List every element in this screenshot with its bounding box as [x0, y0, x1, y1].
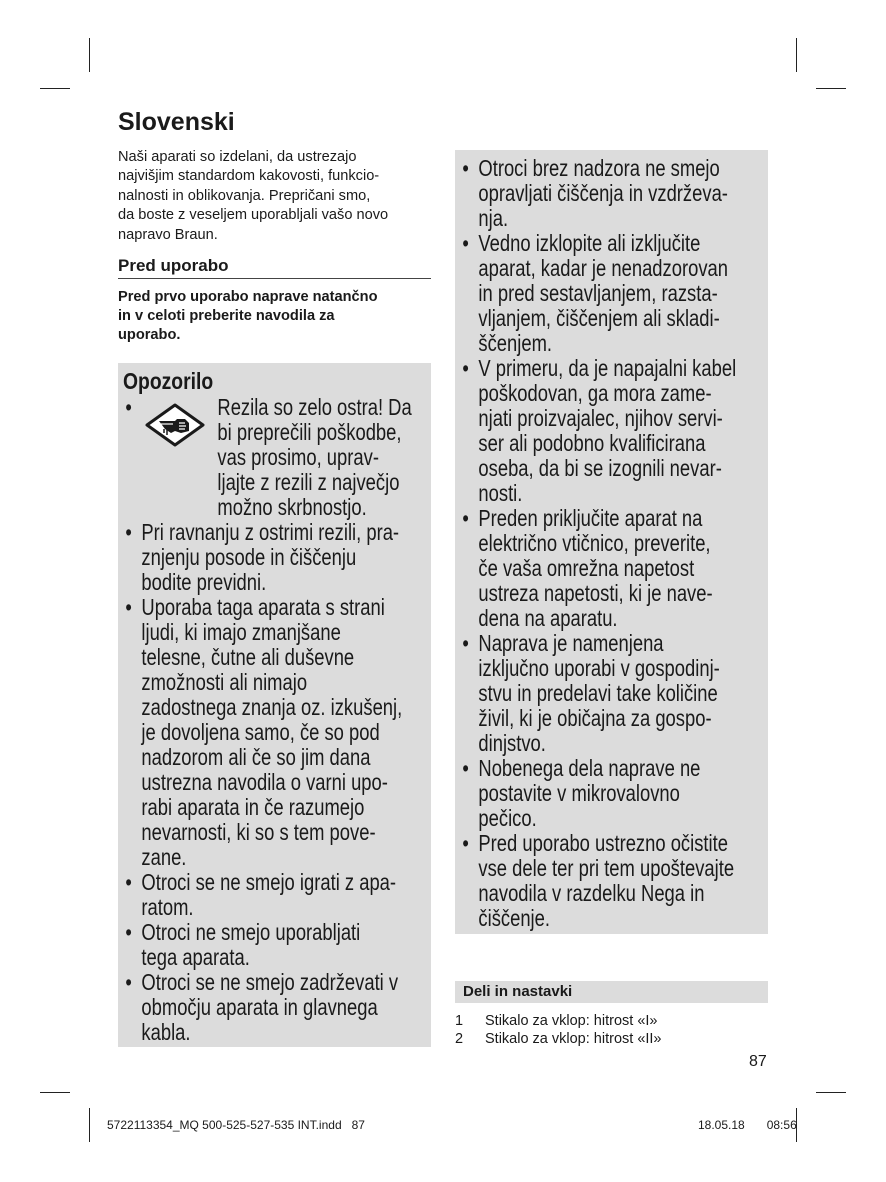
- page-title: Slovenski: [118, 108, 235, 136]
- crop-mark: [816, 1092, 846, 1093]
- page-number: 87: [749, 1053, 767, 1070]
- crop-mark: [796, 38, 797, 72]
- footer-timestamp: 18.05.18 08:56: [698, 1118, 797, 1132]
- warning-first-item: • Rezila so zelo ostra! Da bi preprečili poškodbe, vas prosimo, uprav- ljajte z rezili z največjo možno skrbnostjo.: [125, 394, 412, 520]
- parts-heading: Deli in nastavki: [455, 981, 768, 1003]
- crop-mark: [89, 38, 90, 72]
- list-item: • Pri ravnanju z ostrimi rezili, pra- znjenju posode in čiščenju bodite previdni.: [125, 519, 400, 595]
- warning-box: [118, 363, 431, 1047]
- list-item: • Preden priključite aparat na električno vtičnico, preverite, če vaša omrežna napetost ustreza napetosti, ki je nave- dena na aparatu.: [462, 505, 713, 631]
- warning-title: Opozorilo: [123, 368, 214, 394]
- bullet: •: [125, 394, 132, 420]
- list-item: • Otroci se ne smejo igrati z apa- ratom.: [125, 869, 397, 920]
- intro-paragraph: Naši aparati so izdelani, da ustrezajo najvišjim standardom kakovosti, funkcio- nalnosti in oblikovanja. Prepričani smo, da boste z veseljem uporabljali vašo novo napravo Braun.: [118, 149, 389, 243]
- list-item: 2 Stikalo za vklop: hitrost «II»: [455, 1031, 662, 1047]
- warning-list-continued: [460, 156, 767, 931]
- list-item: • Otroci brez nadzora ne smejo opravljati čiščenja in vzdrževa- nja.: [462, 155, 728, 231]
- footer-file-info: 5722113354_MQ 500-525-527-535 INT.indd 87: [107, 1118, 365, 1132]
- list-item: • Naprava je namenjena izključno uporabi v gospodinj- stvu in predelavi take količine živil, ki je običajna za gospo- dinjstvo.: [462, 630, 720, 756]
- crop-mark: [40, 1092, 70, 1093]
- parts-list: [455, 1012, 662, 1048]
- crop-mark: [40, 88, 70, 89]
- list-item: • V primeru, da je napajalni kabel poškodovan, ga mora zame- njati proizvajalec, njihov servi- ser ali podobno kvalificirana oseba, da bi se izognili nevar- nosti.: [462, 355, 737, 506]
- list-item: 1 Stikalo za vklop: hitrost «I»: [455, 1013, 658, 1029]
- list-item: • Otroci se ne smejo zadrževati v območju aparata in glavnega kabla.: [125, 969, 399, 1045]
- list-item: • Uporaba taga aparata s strani ljudi, ki imajo zmanjšane telesne, čutne ali duševne zmožnosti ali nimajo zadostnega znanja oz. izkušenj, je dovoljena samo, če so pod nadzorom ali če so jim dana ustrezna navodila o varni upo- rabi aparata in če razumejo nevarnosti, ki so s tem pove- zane.: [125, 594, 403, 870]
- before-use-heading: Pred uporabo: [118, 256, 431, 279]
- list-item: • Pred uporabo ustrezno očistite vse dele ter pri tem upoštevajte navodila v razdelku Nega in čiščenje.: [462, 830, 735, 931]
- before-use-note: Pred prvo uporabo naprave natančno in v celoti preberite navodila za uporabo.: [118, 289, 378, 343]
- warning-box-continued: [455, 150, 768, 934]
- list-item: • Nobenega dela naprave ne postavite v mikrovalovno pečico.: [462, 755, 701, 831]
- list-item: • Vedno izklopite ali izključite aparat, kadar je nenadzorovan in pred sestavljanjem, razsta- vljanjem, čiščenjem ali skladi- ščenjem.: [462, 230, 728, 356]
- crop-mark: [816, 88, 846, 89]
- list-item: • Otroci ne smejo uporabljati tega aparata.: [125, 919, 361, 970]
- warning-list: [123, 520, 430, 1045]
- crop-mark: [89, 1108, 90, 1142]
- sharp-blade-warning-icon: [145, 403, 205, 447]
